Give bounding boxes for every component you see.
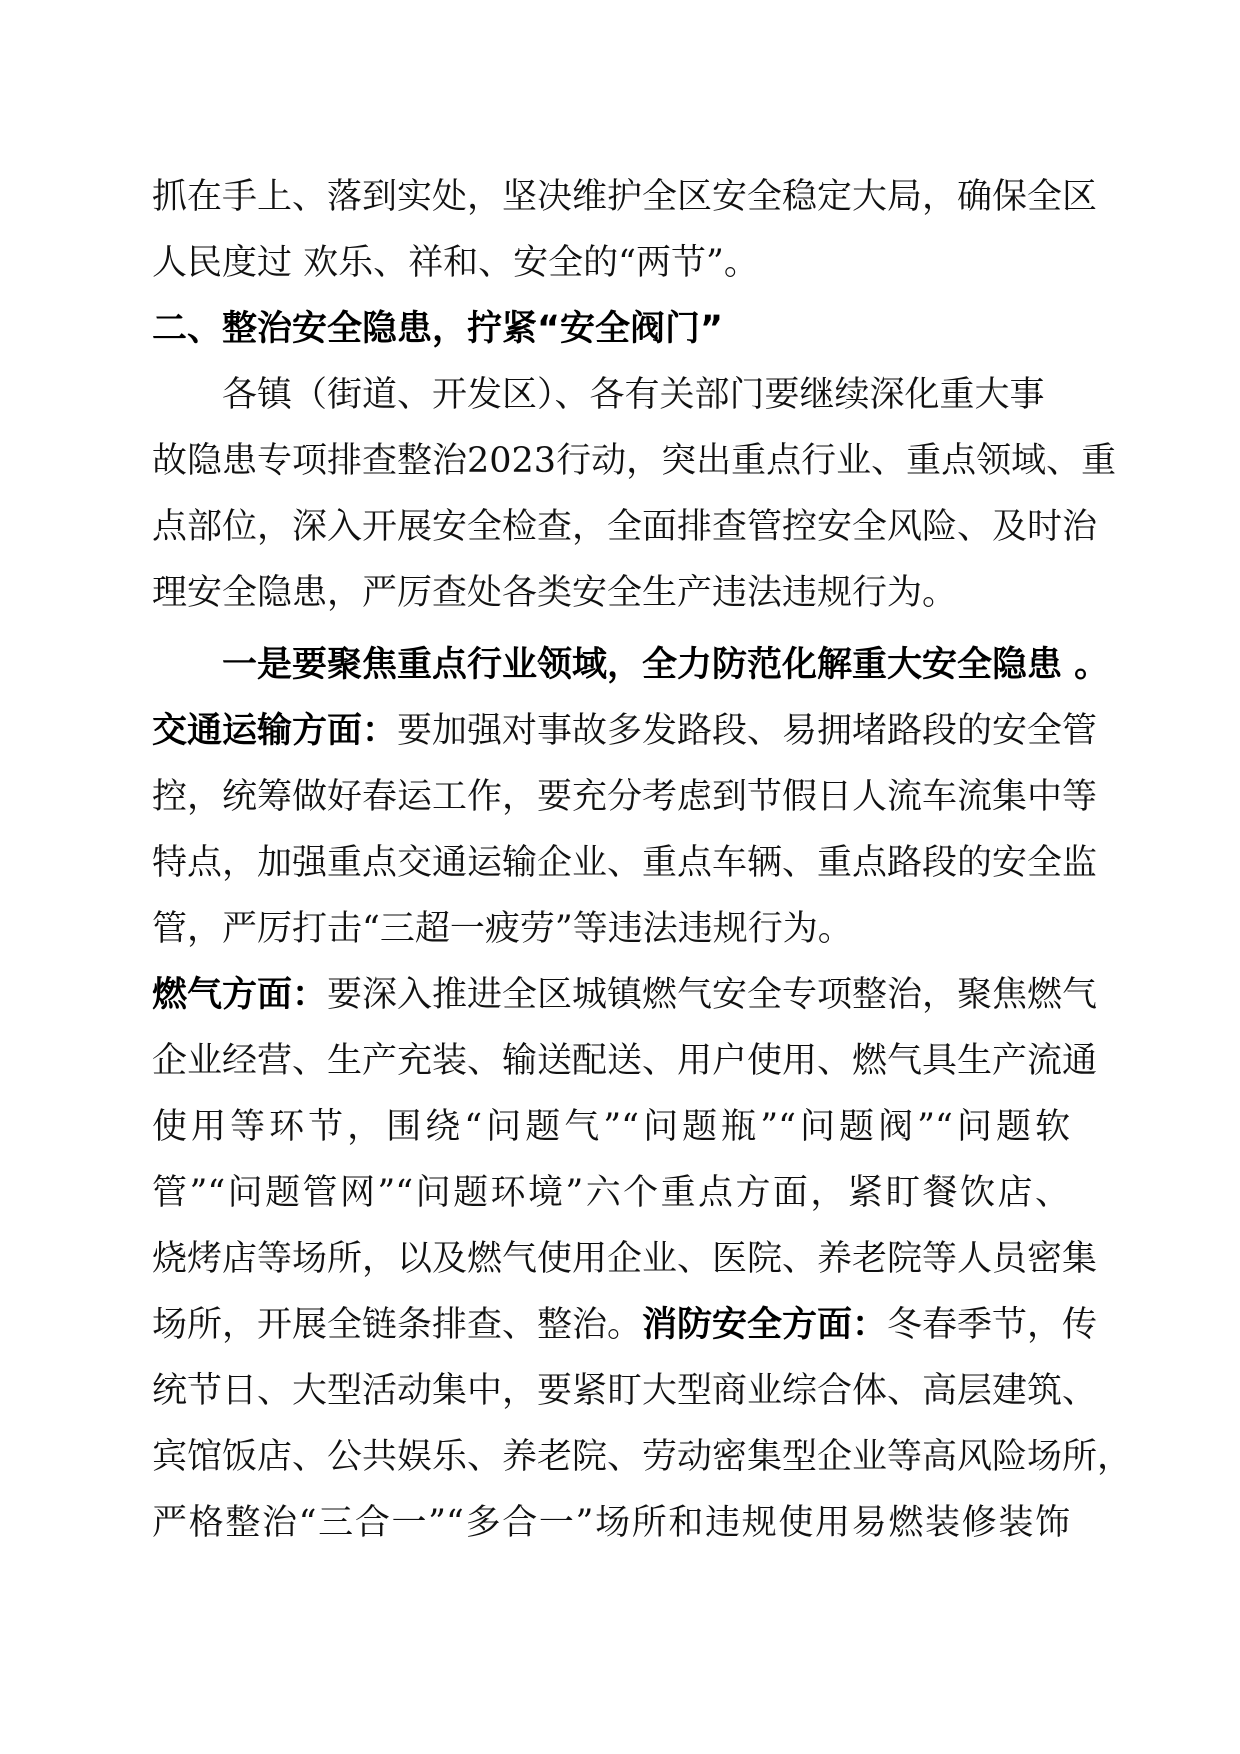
body-line: 严格整治“三合一”“多合一”场所和违规使用易燃装修装饰 (152, 1503, 1070, 1543)
subsection-label: 燃气方面： (152, 975, 328, 1015)
body-line: 管”“问题管网”“问题环境”六个重点方面，紧盯餐饮店、 (152, 1173, 1070, 1213)
body-line: 管，严厉打击“三超一疲劳”等违法违规行为。 (152, 909, 853, 949)
section-heading: 二、整治安全隐患，拧紧“安全阀门” (152, 309, 724, 349)
body-line: 理安全隐患，严厉查处各类安全生产违法违规行为。 (152, 573, 958, 613)
body-line: 使用等环节，围绕“问题气”“问题瓶”“问题阀”“问题软 (152, 1107, 1070, 1147)
subsection-label: 消防安全方面： (642, 1305, 888, 1345)
body-line: 特点，加强重点交通运输企业、重点车辆、重点路段的安全监 (152, 843, 1098, 883)
body-line: 人民度过 欢乐、祥和、安全的“两节”。 (152, 243, 759, 283)
body-line: 宾馆饭店、公共娱乐、养老院、劳动密集型企业等高风险场所， (152, 1437, 1133, 1477)
paragraph-first-line: 各镇（街道、开发区）、各有关部门要继续深化重大事 (222, 375, 1045, 415)
body-line: 抓在手上、落到实处，坚决维护全区安全稳定大局，确保全区 (152, 177, 1098, 217)
body-line: 烧烤店等场所，以及燃气使用企业、医院、养老院等人员密集 (152, 1239, 1098, 1279)
subsection-label: 交通运输方面： (152, 711, 398, 751)
body-line: 企业经营、生产充装、输送配送、用户使用、燃气具生产流通 (152, 1041, 1098, 1081)
body-line: 统节日、大型活动集中，要紧盯大型商业综合体、高层建筑、 (152, 1371, 1098, 1411)
subsection-line: 交通运输方面：要加强对事故多发路段、易拥堵路段的安全管 (152, 711, 1098, 751)
body-line: 故隐患专项排查整治2023行动，突出重点行业、重点领域、重 (152, 441, 1117, 481)
body-line: 点部位，深入开展安全检查，全面排查管控安全风险、及时治 (152, 507, 1098, 547)
body-line: 控，统筹做好春运工作，要充分考虑到节假日人流车流集中等 (152, 777, 1098, 817)
subsection-line: 燃气方面：要深入推进全区城镇燃气安全专项整治，聚焦燃气 (152, 975, 1098, 1015)
subsection-line: 场所，开展全链条排查、整治。消防安全方面：冬春季节，传 (152, 1305, 1098, 1345)
bold-lead-line: 一是要聚焦重点行业领域，全力防范化解重大安全隐患 。 (222, 645, 1110, 685)
